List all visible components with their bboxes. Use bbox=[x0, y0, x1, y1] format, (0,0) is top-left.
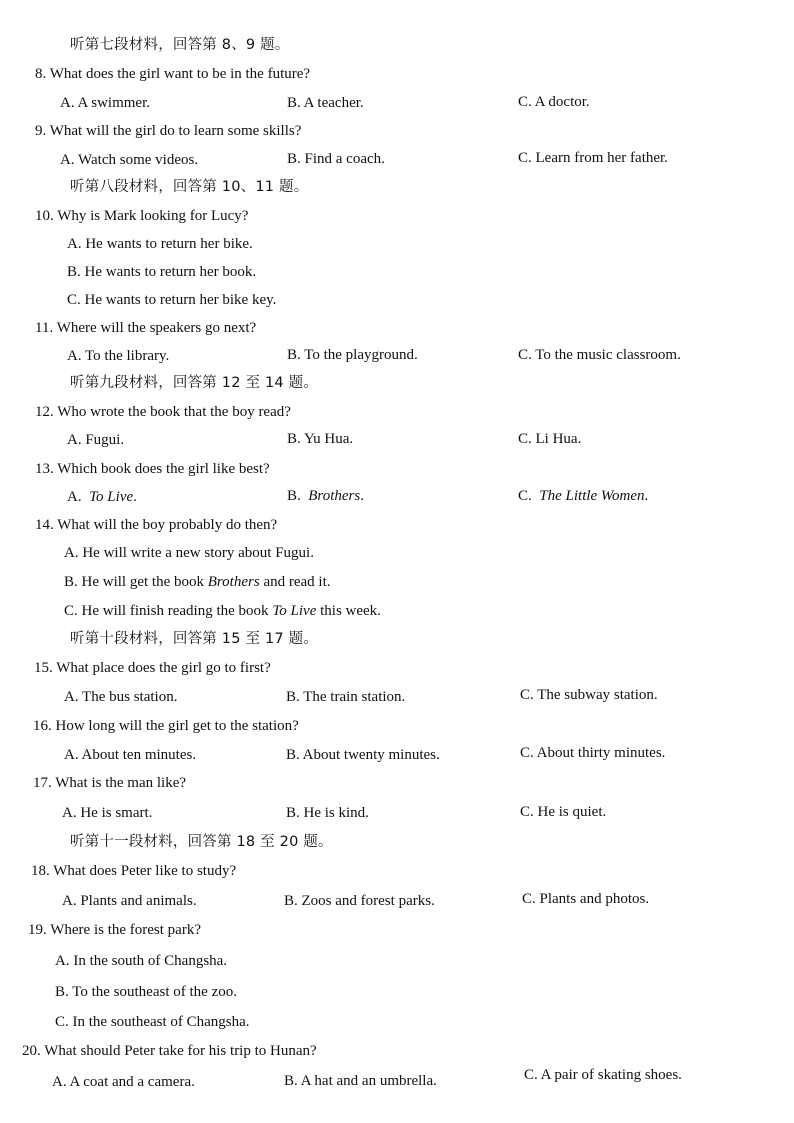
q11-option-c: C. To the music classroom. bbox=[518, 347, 681, 363]
book-title: Brothers bbox=[308, 488, 361, 504]
q16-option-c: C. About thirty minutes. bbox=[520, 745, 666, 761]
q18-option-c: C. Plants and photos. bbox=[522, 891, 650, 907]
question-13 bbox=[35, 462, 270, 477]
q19-option-c: C. In the southeast of Changsha. bbox=[55, 1014, 250, 1030]
question-10 bbox=[35, 209, 248, 224]
section-heading-9: 听第九段材料，回答第 12 至 14 题。 bbox=[70, 375, 319, 391]
question-16 bbox=[33, 719, 299, 734]
question-number: 19. bbox=[28, 922, 47, 938]
question-text: What should Peter take for his trip to Hunan? bbox=[44, 1043, 317, 1059]
q9-option-a: A. Watch some videos. bbox=[60, 152, 199, 168]
q19-option-b: B. To the southeast of the zoo. bbox=[55, 984, 237, 1000]
q8-option-b: B. A teacher. bbox=[287, 95, 364, 111]
q19-option-a: A. In the south of Changsha. bbox=[55, 953, 228, 969]
question-number: 17. bbox=[33, 775, 52, 791]
q10-option-b: B. He wants to return her book. bbox=[67, 264, 257, 280]
question-15 bbox=[34, 661, 271, 676]
q15-option-b: B. The train station. bbox=[286, 689, 406, 705]
question-11 bbox=[35, 321, 256, 336]
q12-option-a: A. Fugui. bbox=[67, 432, 125, 448]
option-label: C. bbox=[518, 488, 532, 504]
question-text: What will the boy probably do then? bbox=[57, 517, 278, 533]
question-number: 11. bbox=[35, 320, 54, 336]
question-19 bbox=[28, 923, 201, 938]
q16-option-b: B. About twenty minutes. bbox=[286, 747, 440, 763]
question-text: Who wrote the book that the boy read? bbox=[57, 404, 291, 420]
question-17 bbox=[33, 776, 186, 791]
q13-option-a: A. To Live. bbox=[67, 489, 137, 505]
q20-option-b: B. A hat and an umbrella. bbox=[284, 1073, 437, 1089]
q13-option-b: B. Brothers. bbox=[287, 488, 364, 504]
q17-option-a: A. He is smart. bbox=[62, 805, 153, 821]
q11-option-b: B. To the playground. bbox=[287, 347, 418, 363]
book-title: To Live bbox=[272, 603, 317, 619]
q10-option-c: C. He wants to return her bike key. bbox=[67, 292, 277, 308]
q10-option-a: A. He wants to return her bike. bbox=[67, 236, 253, 252]
option-label: A. bbox=[67, 489, 82, 505]
question-number: 10. bbox=[35, 208, 54, 224]
q18-option-b: B. Zoos and forest parks. bbox=[284, 893, 435, 909]
q18-option-a: A. Plants and animals. bbox=[62, 893, 197, 909]
question-9 bbox=[35, 124, 301, 139]
question-number: 18. bbox=[31, 863, 50, 879]
question-20 bbox=[22, 1044, 317, 1059]
question-18 bbox=[31, 864, 236, 879]
q9-option-b: B. Find a coach. bbox=[287, 151, 385, 167]
question-text: What does Peter like to study? bbox=[53, 863, 237, 879]
question-number: 16. bbox=[33, 718, 52, 734]
q13-option-c: C. The Little Women. bbox=[518, 488, 649, 504]
question-number: 9. bbox=[35, 123, 47, 139]
question-text: What place does the girl go to first? bbox=[56, 660, 271, 676]
question-text: What does the girl want to be in the future? bbox=[49, 66, 311, 82]
question-text: What will the girl do to learn some skills? bbox=[49, 123, 302, 139]
question-text: Which book does the girl like best? bbox=[57, 461, 270, 477]
q9-option-c: C. Learn from her father. bbox=[518, 150, 668, 166]
book-title: Brothers bbox=[207, 574, 260, 590]
question-text: Where will the speakers go next? bbox=[56, 320, 257, 336]
q14-option-b: B. He will get the book Brothers and read it. bbox=[64, 574, 331, 590]
q15-option-c: C. The subway station. bbox=[520, 687, 658, 703]
q8-option-c: C. A doctor. bbox=[518, 94, 590, 110]
section-heading-10: 听第十段材料，回答第 15 至 17 题。 bbox=[70, 631, 319, 647]
book-title: The Little Women bbox=[539, 488, 645, 504]
q15-option-a: A. The bus station. bbox=[64, 689, 178, 705]
q16-option-a: A. About ten minutes. bbox=[64, 747, 197, 763]
book-title: To Live bbox=[89, 489, 134, 505]
question-8 bbox=[35, 67, 310, 82]
section-heading-7: 听第七段材料，回答第 8、9 题。 bbox=[70, 37, 290, 53]
section-heading-8: 听第八段材料，回答第 10、11 题。 bbox=[70, 179, 309, 195]
q20-option-a: A. A coat and a camera. bbox=[52, 1074, 195, 1090]
q17-option-b: B. He is kind. bbox=[286, 805, 369, 821]
q14-option-c: C. He will finish reading the book To Live this week. bbox=[64, 603, 381, 619]
q14-option-a: A. He will write a new story about Fugui. bbox=[64, 545, 314, 561]
question-number: 13. bbox=[35, 461, 54, 477]
question-text: Where is the forest park? bbox=[50, 922, 201, 938]
question-text: What is the man like? bbox=[55, 775, 187, 791]
question-14 bbox=[35, 518, 277, 533]
question-number: 8. bbox=[35, 66, 47, 82]
question-12 bbox=[35, 405, 291, 420]
section-heading-11: 听第十一段材料，回答第 18 至 20 题。 bbox=[70, 834, 333, 850]
question-text: How long will the girl get to the station? bbox=[55, 718, 299, 734]
question-number: 15. bbox=[34, 660, 53, 676]
question-number: 12. bbox=[35, 404, 54, 420]
q17-option-c: C. He is quiet. bbox=[520, 804, 607, 820]
question-text: Why is Mark looking for Lucy? bbox=[57, 208, 249, 224]
q12-option-c: C. Li Hua. bbox=[518, 431, 582, 447]
q11-option-a: A. To the library. bbox=[67, 348, 170, 364]
q20-option-c: C. A pair of skating shoes. bbox=[524, 1067, 682, 1083]
question-number: 20. bbox=[22, 1043, 41, 1059]
q8-option-a: A. A swimmer. bbox=[60, 95, 151, 111]
q12-option-b: B. Yu Hua. bbox=[287, 431, 354, 447]
question-number: 14. bbox=[35, 517, 54, 533]
option-label: B. bbox=[287, 488, 301, 504]
